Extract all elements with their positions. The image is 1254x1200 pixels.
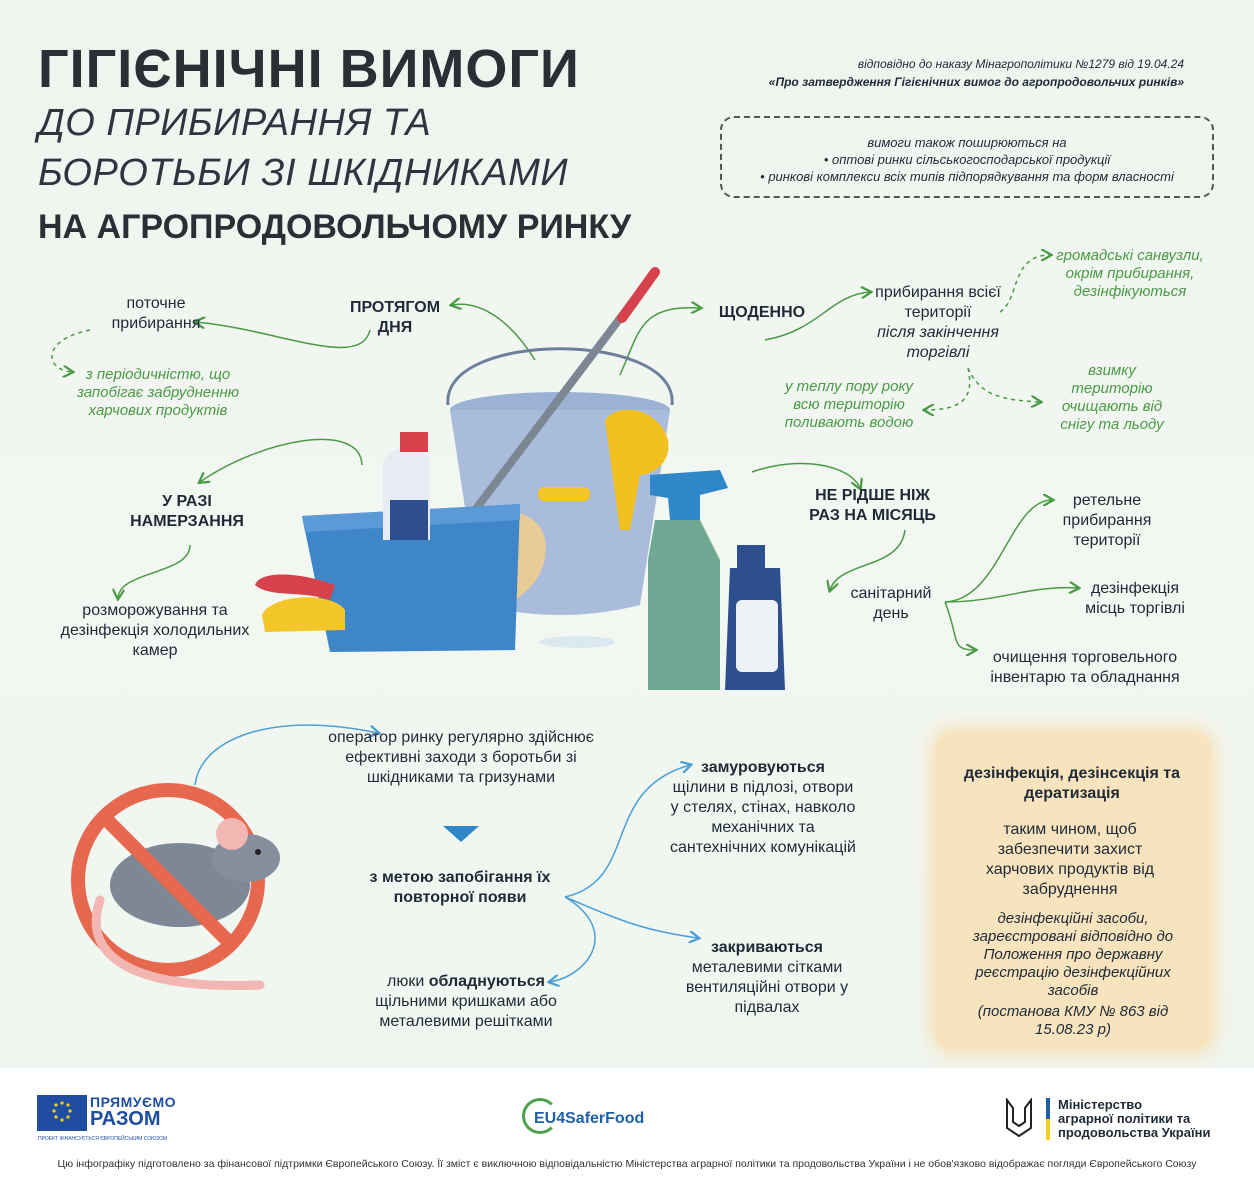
- note-winter: взимку територію очищають від снігу та льоду: [1060, 362, 1164, 433]
- applies-intro: вимоги також поширюються на: [867, 135, 1067, 150]
- logo-eu-funded: ПРОЕКТ ФІНАНСУЄТЬСЯ ЄВРОПЕЙСЬКИМ СОЮЗОМ: [38, 1136, 168, 1142]
- disinfection-title: дезінфекція, дезінсекція та дератизація: [963, 765, 1181, 802]
- label-sanitary-day: санітарний день: [850, 585, 932, 622]
- ukraine-flag-bar: [1046, 1098, 1050, 1140]
- hatches-line-1: люки обладнуються: [387, 973, 545, 990]
- daily-cleaning-main: прибирання всієї території: [875, 284, 1001, 321]
- sanitary-item-3: очищення торговельного інвентарю та обладнання: [990, 649, 1180, 686]
- cleaning-supplies-icon: [255, 272, 785, 690]
- note-toilets: громадські санвузли, окрім прибирання, дезінфікуються: [1056, 247, 1204, 300]
- label-freezing: У РАЗІ НАМЕРЗАННЯ: [130, 493, 244, 530]
- order-reference-line-1: відповідно до наказу Мінагрополітики №1279 від 19.04.24: [857, 57, 1184, 71]
- seal-text: щілини в підлозі, отвори у стелях, стінах, навколо механічних та сантехнічних комунікацій: [670, 779, 856, 856]
- main-title: ГІГІЄНІЧНІ ВИМОГИ: [38, 39, 580, 99]
- label-defrost: розморожування та дезінфекція холодильних камер: [60, 602, 250, 659]
- label-goal: з метою запобігання їх повторної появи: [369, 869, 551, 906]
- label-monthly: НЕ РІДШЕ НІЖ РАЗ НА МІСЯЦЬ: [809, 487, 936, 524]
- close-bold: закриваються: [711, 939, 823, 956]
- subtitle-bold: НА АГРОПРОДОВОЛЬЧОМУ РИНКУ: [38, 208, 632, 246]
- disclaimer: Цю інфографіку підготовлено за фінансової підтримки Європейського Союзу. Її зміст є виключною відповідальністю Міністерства аграрної політики та продовольства України і не обов'язково відображає погляди Європейського Союзу: [57, 1158, 1197, 1170]
- note-current-cleaning: з періодичністю, що запобігає забрудненню харчових продуктів: [76, 366, 240, 419]
- down-triangle-icon: [443, 826, 479, 842]
- subtitle-line-2: БОРОТЬБИ ЗІ ШКІДНИКАМИ: [38, 152, 569, 194]
- sanitary-item-1: ретельне прибирання території: [1062, 492, 1152, 549]
- disinfection-purpose: таким чином, щоб забезпечити захист харчових продуктів від забруднення: [985, 821, 1155, 898]
- order-reference-line-2: «Про затвердження Гігієнічних вимог до агропродовольчих ринків»: [768, 75, 1184, 89]
- label-during-day: ПРОТЯГОМ ДНЯ: [349, 299, 441, 336]
- ministry-line-3: продовольства України: [1058, 1125, 1211, 1140]
- hatches-text: щільними кришками або металевими решітками: [375, 993, 557, 1030]
- disinfection-means: дезінфекційні засоби, зареєстровані відповідно до Положення про державну реєстрацію дезінфекційних засобів: [972, 910, 1174, 999]
- label-operator: оператор ринку регулярно здійснює ефективні заходи з боротьби зі шкідниками та гризунами: [328, 729, 594, 786]
- logo-razom: РАЗОМ: [90, 1108, 161, 1130]
- seal-bold: замуровуються: [700, 759, 825, 776]
- ukraine-trident-icon: [1005, 1098, 1033, 1138]
- subtitle-line-1: ДО ПРИБИРАННЯ ТА: [38, 102, 432, 144]
- label-daily-cleaning: [868, 283, 1008, 363]
- block-hatches: [356, 972, 576, 1032]
- note-warm-season: у теплу пору року всю територію поливають водою: [784, 378, 914, 431]
- close-text: металевими сітками вентиляційні отвори у підвалах: [685, 959, 849, 1016]
- applies-item-1: • оптові ринки сільськогосподарської продукції: [823, 152, 1111, 167]
- no-rodents-icon: [78, 790, 280, 986]
- label-daily: ЩОДЕННО: [718, 304, 806, 321]
- ministry-line-2: аграрної політики та: [1058, 1111, 1191, 1126]
- ministry-line-1: Міністерство: [1058, 1097, 1143, 1112]
- eu-flag-icon: [37, 1095, 87, 1131]
- disinfection-decree: (постанова КМУ № 863 від 15.08.23 р): [977, 1003, 1169, 1038]
- logo-eu4saferfood: EU4SaferFood: [534, 1110, 645, 1127]
- block-close: [682, 938, 852, 1018]
- label-current-cleaning: поточне прибирання: [111, 295, 201, 332]
- sanitary-item-2: дезінфекція місць торгівлі: [1085, 580, 1185, 617]
- block-seal: [668, 758, 858, 858]
- ministry-name: [1058, 1098, 1210, 1140]
- logo-pryamuemo: ПРЯМУЄМО: [90, 1094, 176, 1110]
- daily-cleaning-after: після закінчення торгівлі: [877, 324, 999, 361]
- applies-item-2: • ринкові комплекси всіх типів підпорядкування та форм власності: [760, 169, 1174, 184]
